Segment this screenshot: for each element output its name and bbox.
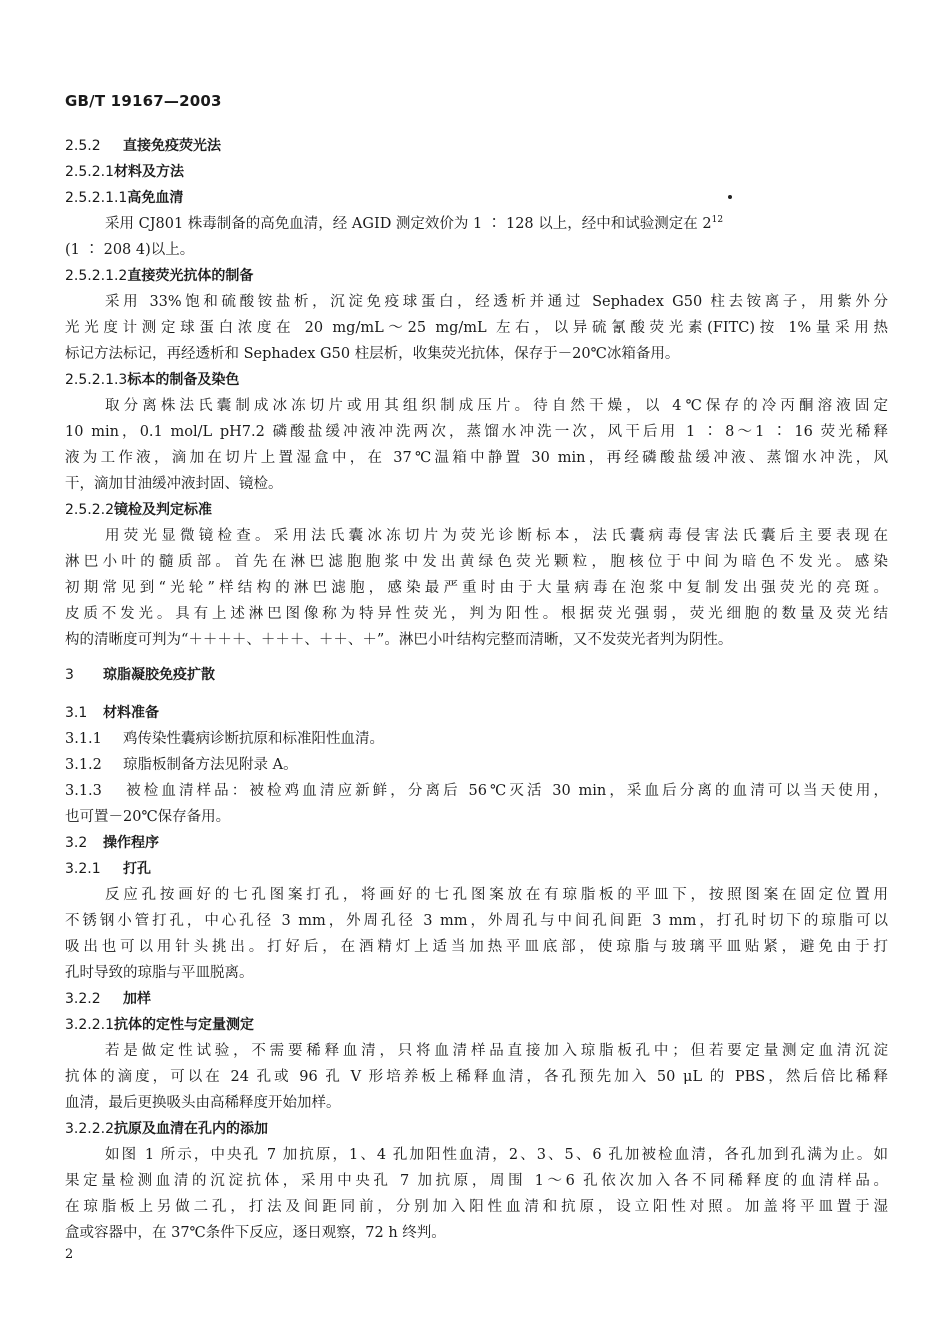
paragraph-line: (1 ∶ 208 4)以上。 xyxy=(65,242,195,258)
paragraph-line: 在琼脂板上另做二孔，打法及间距同前，分别加入阳性血清和抗原，设立阳性对照。加盖将平皿置于湿 xyxy=(65,1199,888,1215)
heading-number: 2.5.2 xyxy=(65,138,101,154)
heading-3-1 xyxy=(65,700,888,726)
heading-title: 加样 xyxy=(123,991,151,1007)
list-item-3-1-3: 3.1.3 被检血清样品：被检鸡血清应新鲜，分离后 56℃灭活 30 min，采血后分离的血清可以当天使用， xyxy=(65,778,888,804)
paragraph-line: 血清，最后更换吸头由高稀释度开始加样。 xyxy=(65,1095,341,1111)
paragraph-line: 反应孔按画好的七孔图案打孔，将画好的七孔图案放在有琼脂板的平皿下，按照图案在固定位置用 xyxy=(105,887,888,903)
paragraph-line: 构的清晰度可判为“＋＋＋＋、＋＋＋、＋＋、＋”。淋巴小叶结构完整而清晰，又不发荧光者判为阴性。 xyxy=(65,632,733,648)
heading-3-2-2-2 xyxy=(65,1116,888,1142)
paragraph-line: 光光度计测定球蛋白浓度在 20 mg/mL～25 mg/mL 左右，以异硫氰酸荧光素(FITC)按 1%量采用热 xyxy=(65,320,888,336)
paragraph-line: 淋巴小叶的髓质部。首先在淋巴滤胞胞浆中发出黄绿色荧光颗粒，胞核位于中间为暗色不发光。感染 xyxy=(65,554,888,570)
paragraph-line: 不锈钢小管打孔，中心孔径 3 mm，外周孔径 3 mm，外周孔与中间孔间距 3 mm，打孔时切下的琼脂可以 xyxy=(65,913,888,929)
heading-2-5-2 xyxy=(65,133,888,159)
heading-2-5-2-1-1 xyxy=(65,185,888,211)
heading-3-2 xyxy=(65,830,888,856)
heading-title: 琼脂凝胶免疫扩散 xyxy=(103,667,215,683)
paragraph-line: 孔时导致的琼脂与平皿脱离。 xyxy=(65,965,254,981)
heading-2-5-2-2 xyxy=(65,497,888,523)
paragraph-line: 吸出也可以用针头挑出。打好后，在酒精灯上适当加热平皿底部，使琼脂与玻璃平皿贴紧，避免由于打 xyxy=(65,939,888,955)
heading-number: 2.5.2.1.2 xyxy=(65,268,128,284)
paragraph-line: 若是做定性试验，不需要稀释血清，只将血清样品直接加入琼脂板孔中；但若要定量测定血清沉淀 xyxy=(105,1043,888,1059)
heading-2-5-2-1-3 xyxy=(65,367,888,393)
heading-3-2-2 xyxy=(65,986,888,1012)
paragraph-line: 10 min，0.1 mol/L pH7.2 磷酸盐缓冲液冲洗两次，蒸馏水冲洗一次，风干后用 1 ∶ 8～1 ∶ 16 荧光稀释 xyxy=(65,424,888,440)
heading-number: 2.5.2.1.3 xyxy=(65,372,128,388)
heading-title: 直接免疫荧光法 xyxy=(123,138,221,154)
item-number: 3.1.2 xyxy=(65,757,102,773)
heading-title: 镜检及判定标准 xyxy=(113,502,212,518)
standard-code: GB/T 19167—2003 xyxy=(65,92,222,110)
paragraph-line: 标记方法标记，再经透析和 Sephadex G50 柱层析，收集荧光抗体，保存于－20℃冰箱备用。 xyxy=(65,346,680,362)
heading-title: 高免血清 xyxy=(127,190,184,206)
heading-number: 3.1 xyxy=(65,705,88,721)
heading-number: 2.5.2.1 xyxy=(65,164,114,180)
speck-mark xyxy=(728,195,732,199)
heading-3 xyxy=(65,662,888,688)
heading-number: 3.2 xyxy=(65,835,88,851)
list-item-3-1-1: 3.1.1 鸡传染性囊病诊断抗原和标准阳性血清。 xyxy=(65,726,888,752)
heading-number: 3.2.1 xyxy=(65,861,101,877)
heading-title: 抗体的定性与定量测定 xyxy=(113,1017,254,1033)
heading-3-2-1 xyxy=(65,856,888,882)
paragraph-line: 液为工作液，滴加在切片上置湿盒中，在 37℃温箱中静置 30 min，再经磷酸盐缓冲液、蒸馏水冲洗，风 xyxy=(65,450,888,466)
paragraph-line: 取分离株法氏囊制成冰冻切片或用其组织制成压片。待自然干燥，以 4℃保存的冷丙酮溶液固定 xyxy=(105,398,888,414)
heading-number: 3.2.2.2 xyxy=(65,1121,114,1137)
paragraph-line: 也可置－20℃保存备用。 xyxy=(65,809,231,825)
heading-3-2-2-1 xyxy=(65,1012,888,1038)
heading-title: 直接荧光抗体的制备 xyxy=(127,268,254,284)
heading-2-5-2-1-2 xyxy=(65,263,888,289)
paragraph-line: 果定量检测血清的沉淀抗体，采用中央孔 7 加抗原，周围 1～6 孔依次加入各不同稀释度的血清样品。 xyxy=(65,1173,888,1189)
item-number: 3.1.1 xyxy=(65,731,102,747)
paragraph-line: 皮质不发光。具有上述淋巴图像称为特异性荧光，判为阳性。根据荧光强弱，荧光细胞的数量及荧光结 xyxy=(65,606,888,622)
heading-number: 2.5.2.1.1 xyxy=(65,190,128,206)
heading-title: 材料及方法 xyxy=(113,164,184,180)
page-number: 2 xyxy=(65,1247,74,1262)
item-number: 3.1.3 xyxy=(65,783,102,799)
heading-number: 3.2.2.1 xyxy=(65,1017,114,1033)
heading-title: 抗原及血清在孔内的添加 xyxy=(113,1121,268,1137)
list-item-3-1-2: 3.1.2 琼脂板制备方法见附录 A。 xyxy=(65,752,888,778)
heading-title: 打孔 xyxy=(123,861,151,877)
paragraph-line: 用荧光显微镜检查。采用法氏囊冰冻切片为荧光诊断标本，法氏囊病毒侵害法氏囊后主要表现在 xyxy=(105,528,888,544)
paragraph-line: 采用 CJ801 株毒制备的高免血清，经 AGID 测定效价为 1 ∶ 128 以上，经中和试验测定在 $2^{12}$ xyxy=(105,215,724,232)
paragraph-line: 如图 1 所示，中央孔 7 加抗原，1、4 孔加阳性血清，2、3、5、6 孔加被检血清，各孔加到孔满为止。如 xyxy=(105,1147,888,1163)
paragraph-line: 抗体的滴度，可以在 24 孔或 96 孔 V 形培养板上稀释血清，各孔预先加入 50 μL 的 PBS，然后倍比稀释 xyxy=(65,1069,888,1085)
paragraph-line: 采用 33%饱和硫酸铵盐析，沉淀免疫球蛋白，经透析并通过 Sephadex G50 柱去铵离子，用紫外分 xyxy=(105,294,888,310)
superscript: 12 xyxy=(711,215,724,225)
paragraph-line: 干，滴加甘油缓冲液封固、镜检。 xyxy=(65,476,283,492)
heading-number: 2.5.2.2 xyxy=(65,502,114,518)
heading-title: 操作程序 xyxy=(103,835,159,851)
heading-title: 材料准备 xyxy=(103,705,159,721)
heading-2-5-2-1 xyxy=(65,159,888,185)
heading-number: 3.2.2 xyxy=(65,991,101,1007)
paragraph-line: 初期常见到“光轮”样结构的淋巴滤胞，感染最严重时由于大量病毒在泡浆中复制发出强荧光的亮斑。 xyxy=(65,580,888,596)
paragraph-line: 盒或容器中，在 37℃条件下反应，逐日观察，72 h 终判。 xyxy=(65,1225,446,1241)
heading-title: 标本的制备及染色 xyxy=(127,372,240,388)
heading-number: 3 xyxy=(65,667,74,683)
